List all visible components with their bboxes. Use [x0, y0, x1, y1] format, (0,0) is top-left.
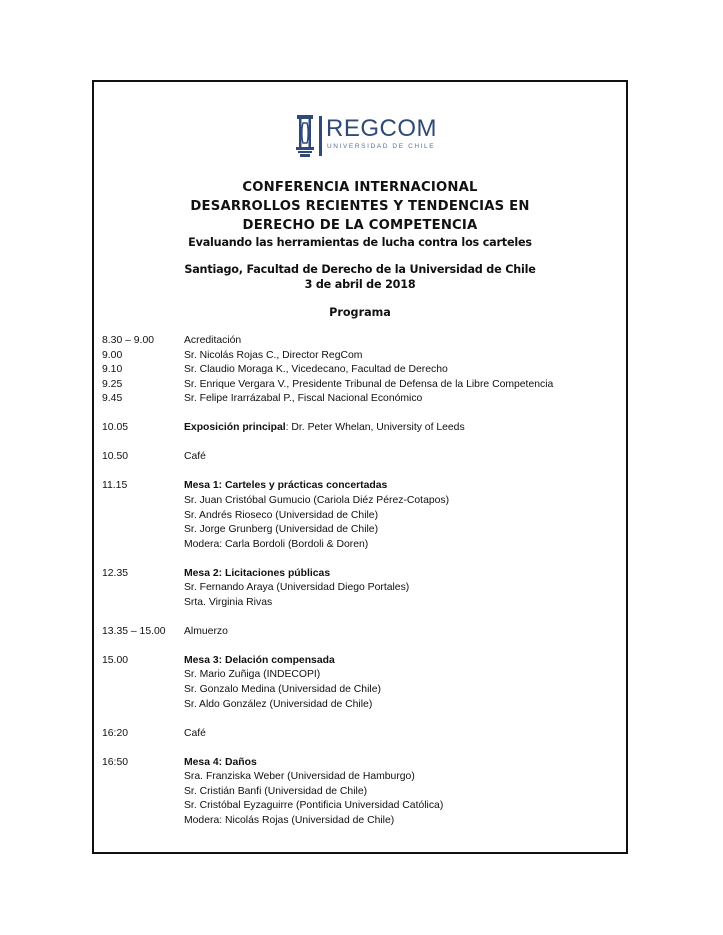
time: 10.05: [102, 422, 129, 434]
program-schedule: [102, 334, 620, 843]
logo-name: REGCOM: [326, 115, 437, 142]
schedule-row: [102, 363, 620, 378]
schedule-row: [102, 756, 620, 771]
schedule-row: [102, 785, 620, 800]
speaker: Sr. Juan Cristóbal Gumucio (Cariola Diéz Pérez-Cotapos): [184, 494, 450, 506]
schedule-block-keynote: [102, 421, 620, 436]
schedule-row: [102, 349, 620, 364]
schedule-row: [102, 421, 620, 436]
time: 9.25: [102, 378, 123, 390]
schedule-row: [102, 668, 620, 683]
time: 9.10: [102, 364, 123, 376]
schedule-row: [102, 479, 620, 494]
schedule-row: [102, 567, 620, 582]
schedule-row: [102, 392, 620, 407]
activity: Café: [184, 727, 206, 739]
panel-title: Mesa 2: Licitaciones públicas: [184, 567, 331, 579]
schedule-row: [102, 538, 620, 553]
keynote-label: Exposición principal: [184, 422, 286, 434]
schedule-row: [102, 523, 620, 538]
schedule-block-panel-3: [102, 654, 620, 712]
moderator: Modera: Carla Bordoli (Bordoli & Doren): [184, 538, 369, 550]
schedule-block-coffee-1: [102, 450, 620, 465]
activity: Sr. Enrique Vergara V., Presidente Tribunal de Defensa de la Libre Competencia: [184, 378, 554, 390]
page-frame: [92, 80, 628, 854]
schedule-row: [102, 334, 620, 349]
program-heading: Programa: [329, 306, 391, 319]
activity: Café: [184, 451, 206, 463]
schedule-block-panel-1: [102, 479, 620, 552]
time: 15.00: [102, 654, 129, 666]
schedule-row: [102, 581, 620, 596]
activity: Sr. Nicolás Rojas C., Director RegCom: [184, 349, 363, 361]
title-line-3: DERECHO DE LA COMPETENCIA: [242, 218, 478, 233]
schedule-block-panel-4: [102, 756, 620, 829]
speaker: Sr. Fernando Araya (Universidad Diego Portales): [184, 582, 410, 594]
schedule-row: [102, 378, 620, 393]
schedule-row: [102, 698, 620, 713]
schedule-row: [102, 450, 620, 465]
speaker: Sr. Cristóbal Eyzaguirre (Pontificia Universidad Católica): [184, 800, 444, 812]
time: 16:50: [102, 756, 129, 768]
moderator: Modera: Nicolás Rojas (Universidad de Chile): [184, 814, 395, 826]
schedule-row: [102, 799, 620, 814]
activity: Sr. Felipe Irarrázabal P., Fiscal Nacional Económico: [184, 393, 423, 405]
keynote-speaker: : Dr. Peter Whelan, University of Leeds: [285, 422, 465, 434]
schedule-block-coffee-2: [102, 727, 620, 742]
schedule-block-panel-2: [102, 567, 620, 611]
schedule-row: [102, 654, 620, 669]
panel-title: Mesa 1: Carteles y prácticas concertadas: [184, 480, 388, 492]
title-line-1: CONFERENCIA INTERNACIONAL: [242, 180, 478, 195]
speaker: Sr. Andrés Rioseco (Universidad de Chile): [184, 509, 379, 521]
time: 10.50: [102, 451, 129, 463]
activity: [184, 421, 465, 436]
panel-title: Mesa 4: Daños: [184, 756, 257, 768]
schedule-row: [102, 727, 620, 742]
speaker: Sra. Franziska Weber (Universidad de Hamburgo): [184, 771, 415, 783]
schedule-row: [102, 494, 620, 509]
time: 9.45: [102, 393, 123, 405]
logo-divider: [319, 116, 322, 156]
activity: Almuerzo: [184, 625, 228, 637]
speaker: Sr. Aldo González (Universidad de Chile): [184, 698, 373, 710]
document-header: [94, 178, 626, 320]
time: 12.35: [102, 567, 129, 579]
time: 11.15: [102, 480, 128, 492]
schedule-row: [102, 814, 620, 829]
speaker: Sr. Cristián Banfi (Universidad de Chile): [184, 785, 368, 797]
subtitle: Evaluando las herramientas de lucha contra los carteles: [188, 236, 532, 249]
lantern-icon: [295, 114, 315, 158]
schedule-row: [102, 683, 620, 698]
speaker: Sr. Gonzalo Medina (Universidad de Chile): [184, 684, 381, 696]
schedule-row: [102, 509, 620, 524]
schedule-row: [102, 596, 620, 611]
regcom-logo: [94, 110, 626, 160]
title-line-2: DESARROLLOS RECIENTES Y TENDENCIAS EN: [190, 199, 530, 214]
schedule-block-opening: [102, 334, 620, 407]
activity: Sr. Claudio Moraga K., Vicedecano, Facultad de Derecho: [184, 364, 448, 376]
schedule-row: [102, 625, 620, 640]
activity: Acreditación: [184, 335, 242, 346]
time: 8.30 – 9.00: [102, 335, 154, 346]
schedule-row: [102, 770, 620, 785]
event-date: 3 de abril de 2018: [304, 278, 416, 291]
schedule-block-lunch: [102, 625, 620, 640]
panel-title: Mesa 3: Delación compensada: [184, 654, 335, 666]
time: 9.00: [102, 349, 123, 361]
event-place: Santiago, Facultad de Derecho de la Universidad de Chile: [184, 263, 536, 276]
speaker: Sr. Jorge Grunberg (Universidad de Chile): [184, 524, 379, 536]
speaker: Srta. Virginia Rivas: [184, 596, 273, 608]
speaker: Sr. Mario Zuñiga (INDECOPI): [184, 669, 321, 681]
time: 16:20: [102, 727, 129, 739]
logo-subtitle: UNIVERSIDAD DE CHILE: [327, 143, 436, 150]
time: 13.35 – 15.00: [102, 625, 166, 637]
